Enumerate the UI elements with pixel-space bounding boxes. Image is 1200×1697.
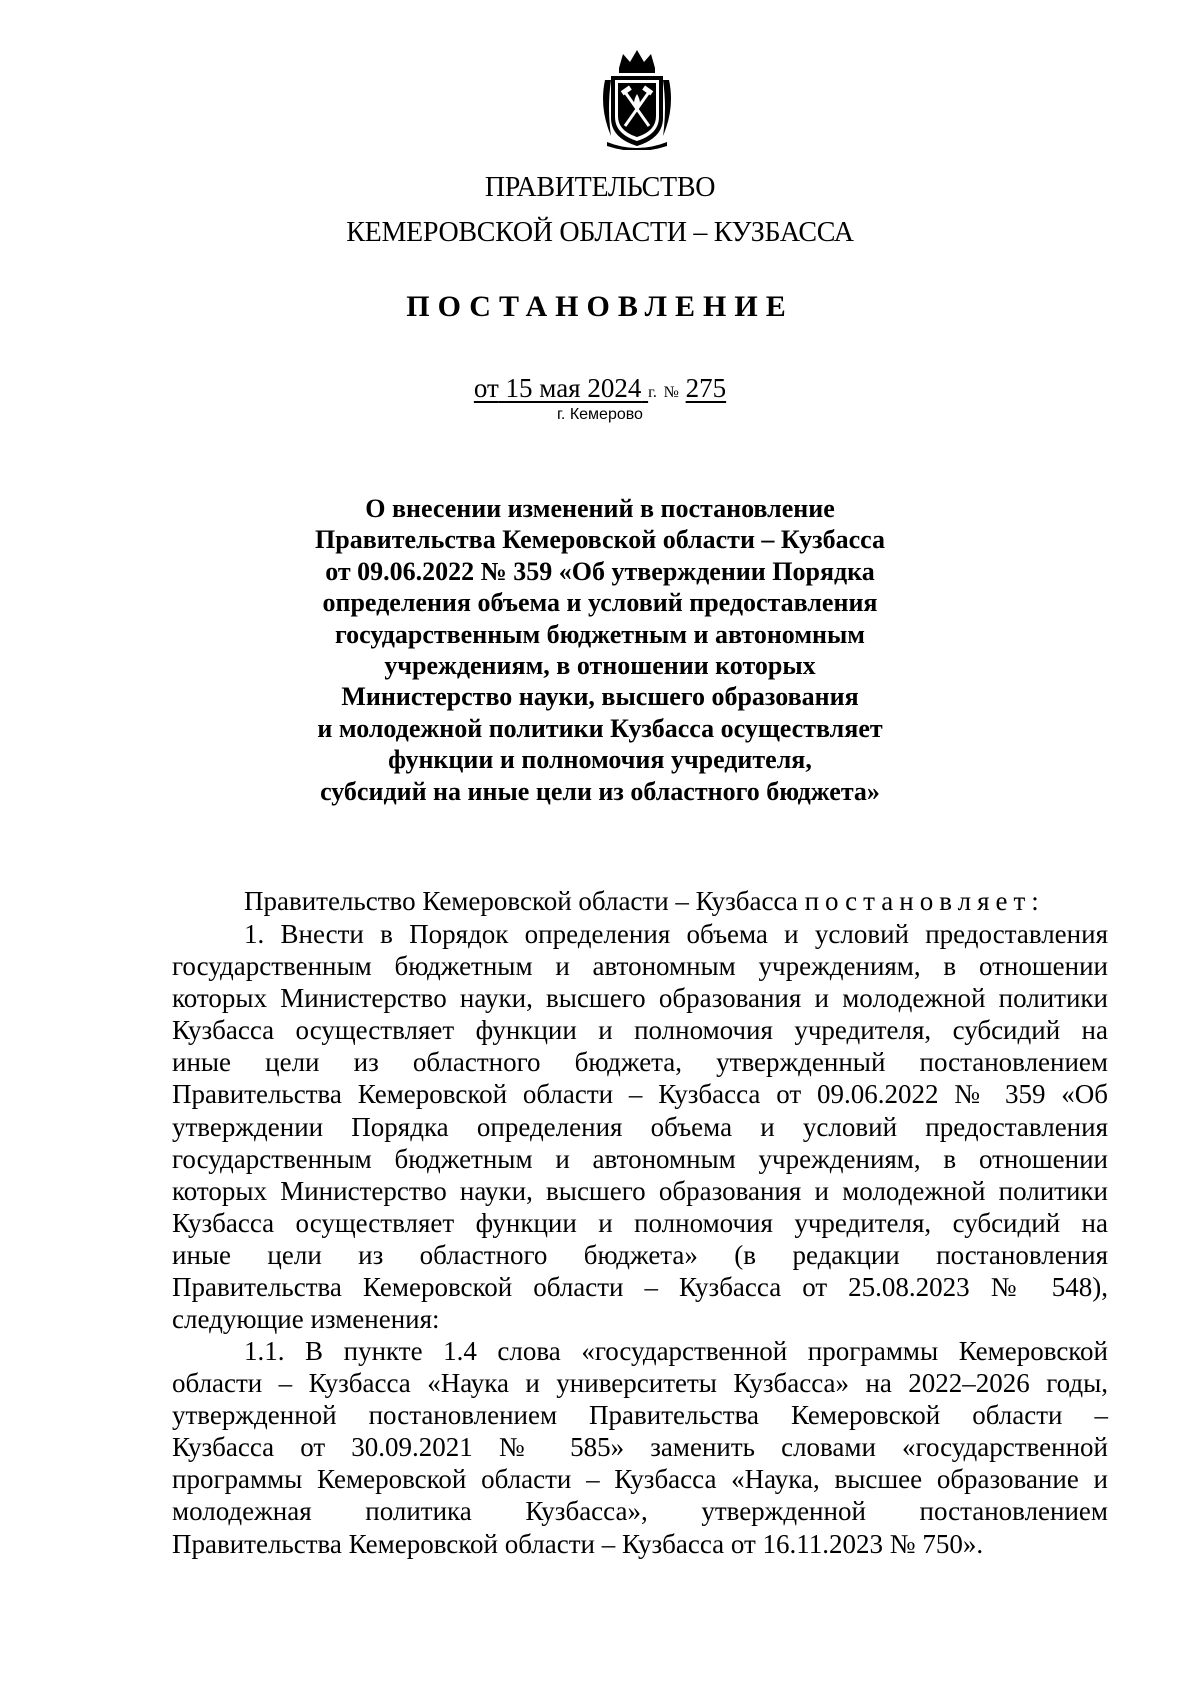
title-line: от 09.06.2022 № 359 «Об утверждении Порядка [325,556,875,586]
paragraph-line: иные цели из областного бюджета, утвержденный постановлением [172,1047,1108,1078]
date-value: 15 мая 2024 [505,373,642,403]
title-line: Правительства Кемеровской области – Кузбасса [315,525,885,555]
paragraph-line: утверждении Порядка определения объема и условий предоставления [172,1111,1108,1142]
paragraph-1 [172,918,1108,1335]
paragraph-line: Правительства Кемеровской области – Кузбасса от 25.08.2023 № 548), [172,1272,1108,1303]
intro-spaced-word: постановляет: [804,886,1045,916]
paragraph-line: иные цели из областного бюджета» (в редакции постановления [172,1239,1108,1270]
paragraph-line: Кузбасса осуществляет функции и полномочия учредителя, субсидий на [172,1207,1108,1238]
number-sign: № [663,384,679,401]
paragraph-line: которых Министерство науки, высшего образования и молодежной политики [172,983,1108,1014]
paragraph-line: Кузбасса от 30.09.2021 № 585» заменить словами «государственной [172,1432,1108,1463]
paragraph-line: государственным бюджетным и автономным учреждениям, в отношении [172,951,1108,982]
paragraph-line: Кузбасса осуществляет функции и полномочия учредителя, субсидий на [172,1015,1108,1046]
title-line: учреждениям, в отношении которых [384,651,816,681]
paragraph-line: 1. Внести в Порядок определения объема и условий предоставления [244,919,1108,949]
paragraph-line: молодежная политика Кузбасса», утвержденной постановлением [172,1496,1108,1527]
title-line: субсидий на иные цели из областного бюджета» [320,776,880,806]
paragraph-line: которых Министерство науки, высшего образования и молодежной политики [172,1175,1108,1206]
title-line: и молодежной политики Кузбасса осуществляет [317,713,883,743]
intro-line [244,886,1045,917]
paragraph-line: области – Кузбасса «Наука и университеты Кузбасса» на 2022–2026 годы, [172,1368,1108,1399]
paragraph-line: 1.1. В пункте 1.4 слова «государственной программы Кемеровской [244,1336,1108,1366]
paragraph-line: программы Кемеровской области – Кузбасса «Наука, высшее образование и [172,1464,1108,1495]
date-prefix: от [473,373,499,403]
coat-of-arms-icon [597,46,677,150]
title-line: О внесении изменений в постановление [365,494,835,523]
title-line: определения объема и условий предоставления [322,588,878,618]
document-title [290,493,910,807]
paragraph-line: Правительства Кемеровской области – Кузбасса от 16.11.2023 № 750». [172,1528,984,1559]
title-line: государственным бюджетным и автономным [334,619,866,649]
government-name-line2: КЕМЕРОВСКОЙ ОБЛАСТИ – КУЗБАССА [346,217,854,248]
title-line: функции и полномочия учредителя, [388,745,812,775]
paragraph-line: государственным бюджетным и автономным учреждениям, в отношении [172,1143,1108,1174]
date-field [474,373,648,403]
document-type: ПОСТАНОВЛЕНИЕ [406,290,794,323]
title-line: Министерство науки, высшего образования [341,682,859,712]
paragraph-line: следующие изменения: [172,1304,440,1335]
paragraph-line: утвержденной постановлением Правительства Кемеровской области – [172,1400,1108,1431]
year-suffix: г. [648,384,657,401]
paragraph-line: Правительства Кемеровской области – Кузбасса от 09.06.2022 № 359 «Об [172,1079,1108,1110]
paragraph-1-1 [172,1335,1108,1560]
document-number: 275 [685,373,727,403]
intro-text: Правительство Кемеровской области – Кузбасса [244,886,798,916]
government-name-line1: ПРАВИТЕЛЬСТВО [484,172,716,203]
city-line: г. Кемерово [557,406,643,423]
date-number-line [0,373,1200,404]
